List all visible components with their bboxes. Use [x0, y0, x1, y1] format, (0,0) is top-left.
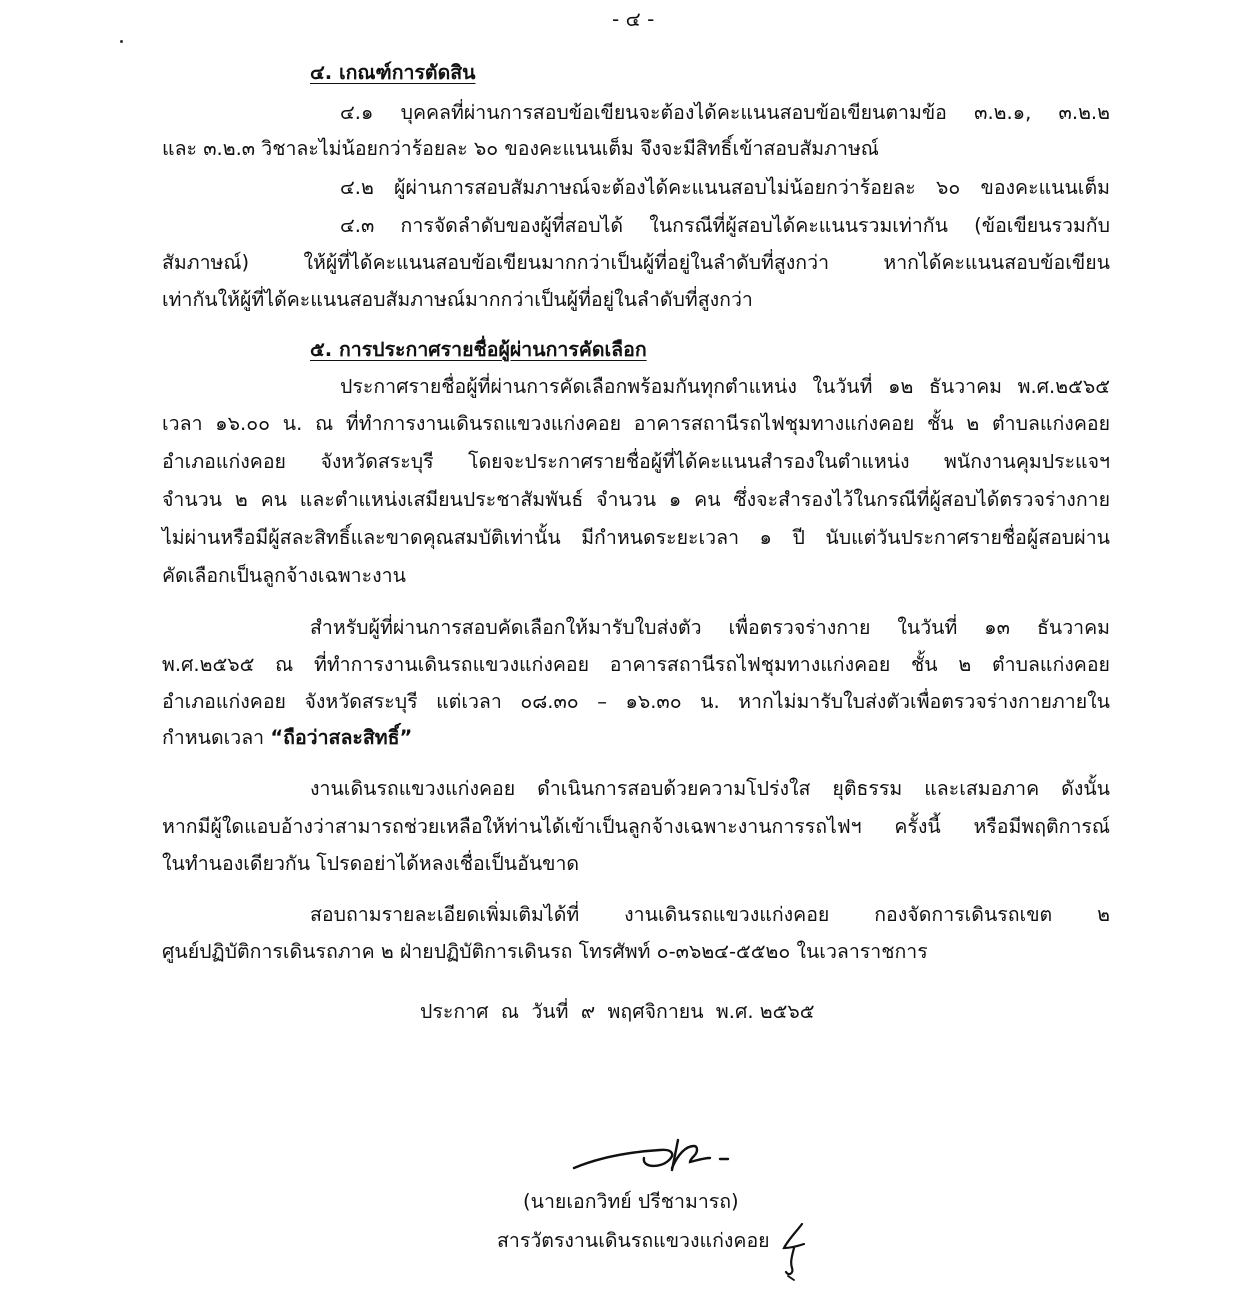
scan-speck — [120, 40, 123, 43]
sec5-para-1-line-2: เวลา ๑๖.๐๐ น. ณ ที่ทำการงานเดินรถแขวงแก่งคอย อาคารสถานีรถไฟชุมทางแก่งคอย ชั้น ๒ ตำบลแก่งคอย — [162, 412, 1110, 435]
clause-4-2-line-1: ๔.๒ ผู้ผ่านการสอบสัมภาษณ์จะต้องได้คะแนนสอบไม่น้อยกว่าร้อยละ ๖๐ ของคะแนนเต็ม — [340, 176, 1110, 199]
sec5-para-2-line-3: อำเภอแก่งคอย จังหวัดสระบุรี แต่เวลา ๐๘.๓๐ – ๑๖.๓๐ น. หากไม่มารับใบส่งตัวเพื่อตรวจร่างกายภายใน — [162, 690, 1110, 713]
deadline-prefix: กำหนดเวลา — [162, 726, 271, 749]
sec5-para-2-line-4 — [162, 723, 412, 753]
announcement-date: ประกาศ ณ วันที่ ๙ พฤศจิกายน พ.ศ. ๒๕๖๕ — [420, 1000, 815, 1023]
clause-4-3-line-1: ๔.๓ การจัดลำดับของผู้ที่สอบได้ ในกรณีที่ผู้สอบได้คะแนนรวมเท่ากัน (ข้อเขียนรวมกับ — [340, 214, 1110, 237]
clause-4-1-line-1: ๔.๑ บุคคลที่ผ่านการสอบข้อเขียนจะต้องได้คะแนนสอบข้อเขียนตามข้อ ๓.๒.๑, ๓.๒.๒ — [340, 101, 1110, 124]
sec5-para-4-line-1: สอบถามรายละเอียดเพิ่มเติมได้ที่ งานเดินรถแขวงแก่งคอย กองจัดการเดินรถเขต ๒ — [310, 903, 1110, 926]
clause-4-3-line-3: เท่ากันให้ผู้ที่ได้คะแนนสอบสัมภาษณ์มากกว่าเป็นผู้ที่อยู่ในลำดับที่สูงกว่า — [162, 288, 753, 311]
sec5-para-1-line-1: ประกาศรายชื่อผู้ที่ผ่านการคัดเลือกพร้อมกันทุกตำแหน่ง ในวันที่ ๑๒ ธันวาคม พ.ศ.๒๕๖๕ — [340, 375, 1110, 398]
sec5-para-3-line-1: งานเดินรถแขวงแก่งคอย ดำเนินการสอบด้วยความโปร่งใส ยุติธรรม และเสมอภาค ดังนั้น — [310, 777, 1110, 800]
sec5-para-1-line-6: คัดเลือกเป็นลูกจ้างเฉพาะงาน — [162, 564, 406, 587]
page-number: - ๔ - — [612, 7, 655, 31]
signer-title: สารวัตรงานเดินรถแขวงแก่งคอย — [497, 1229, 770, 1252]
sec5-para-2-line-2: พ.ศ.๒๕๖๕ ณ ที่ทำการงานเดินรถแขวงแก่งคอย อาคารสถานีรถไฟชุมทางแก่งคอย ชั้น ๒ ตำบลแก่งคอย — [162, 653, 1110, 676]
sec5-para-1-line-4: จำนวน ๒ คน และตำแหน่งเสมียนประชาสัมพันธ์ จำนวน ๑ คน ซึ่งจะสำรองไว้ในกรณีที่ผู้สอบได้ตรวจร่างกาย — [162, 488, 1110, 511]
section-4-heading: ๔. เกณฑ์การตัดสิน — [310, 61, 476, 84]
sec5-para-3-line-2: หากมีผู้ใดแอบอ้างว่าสามารถช่วยเหลือให้ท่านได้เข้าเป็นลูกจ้างเฉพาะงานการรถไฟฯ ครั้งนี้ หรือมีพฤติการณ์ — [162, 815, 1110, 838]
section-5-heading: ๕. การประกาศรายชื่อผู้ผ่านการคัดเลือก — [310, 338, 647, 361]
signature — [568, 1128, 748, 1178]
sec5-para-1-line-5: ไม่ผ่านหรือมีผู้สละสิทธิ์และขาดคุณสมบัติเท่านั้น มีกำหนดระยะเวลา ๑ ปี นับแต่วันประกาศรายชื่อผู้สอบผ่าน — [162, 526, 1110, 549]
sec5-para-4-line-2: ศูนย์ปฏิบัติการเดินรถภาค ๒ ฝ่ายปฏิบัติการเดินรถ โทรศัพท์ ๐-๓๖๒๔-๕๕๒๐ ในเวลาราชการ — [162, 940, 928, 963]
initials-mark — [776, 1218, 816, 1284]
sec5-para-3-line-3: ในทำนองเดียวกัน โปรดอย่าได้หลงเชื่อเป็นอันขาด — [162, 852, 580, 875]
sec5-para-1-line-3: อำเภอแก่งคอย จังหวัดสระบุรี โดยจะประกาศรายชื่อผู้ที่ได้คะแนนสำรองในตำแหน่ง พนักงานคุมประแจฯ — [162, 450, 1110, 473]
signer-name: (นายเอกวิทย์ ปรีชามารถ) — [523, 1190, 739, 1213]
sec5-para-2-line-1: สำหรับผู้ที่ผ่านการสอบคัดเลือกให้มารับใบส่งตัว เพื่อตรวจร่างกาย ในวันที่ ๑๓ ธันวาคม — [310, 616, 1110, 639]
forfeit-notice: “ถือว่าสละสิทธิ์” — [270, 726, 413, 749]
clause-4-1-line-2: และ ๓.๒.๓ วิชาละไม่น้อยกว่าร้อยละ ๖๐ ของคะแนนเต็ม จึงจะมีสิทธิ์เข้าสอบสัมภาษณ์ — [162, 137, 879, 160]
clause-4-3-line-2: สัมภาษณ์) ให้ผู้ที่ได้คะแนนสอบข้อเขียนมากกว่าเป็นผู้ที่อยู่ในลำดับที่สูงกว่า หากได้คะแนนสอบข้อเขียน — [162, 251, 1110, 274]
